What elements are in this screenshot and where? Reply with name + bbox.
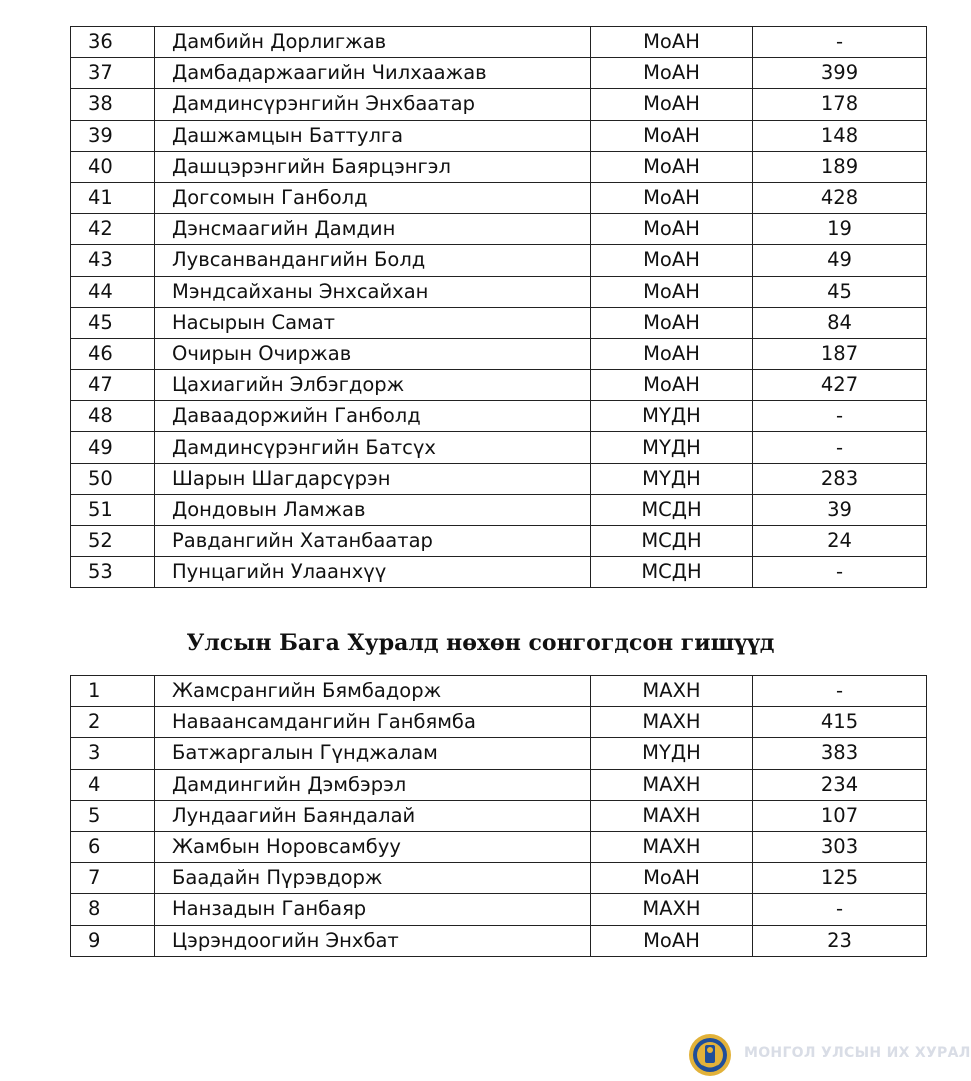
votes-cell: 427 [753,370,927,401]
party-cell: МСДН [591,526,753,557]
party-cell: МоАН [591,307,753,338]
row-number-cell: 50 [71,463,155,494]
party-cell: МСДН [591,494,753,525]
votes-cell: 234 [753,769,927,800]
table-row [71,245,927,276]
votes-cell: 84 [753,307,927,338]
table-row [71,276,927,307]
party-cell: МоАН [591,245,753,276]
member-name-cell: Лундаагийн Баяндалай [155,800,591,831]
row-number-cell: 8 [71,894,155,925]
row-number-cell: 52 [71,526,155,557]
members-table-body [71,27,927,588]
member-name-cell: Нанзадын Ганбаяр [155,894,591,925]
member-name-cell: Даваадоржийн Ганболд [155,401,591,432]
row-number-cell: 45 [71,307,155,338]
party-cell: МоАН [591,925,753,956]
votes-cell: 23 [753,925,927,956]
party-cell: МоАН [591,182,753,213]
table-row [71,338,927,369]
member-name-cell: Баадайн Пүрэвдорж [155,863,591,894]
table-row [71,738,927,769]
party-cell: МоАН [591,370,753,401]
member-name-cell: Цахиагийн Элбэгдорж [155,370,591,401]
row-number-cell: 53 [71,557,155,588]
table-row [71,925,927,956]
votes-cell: 24 [753,526,927,557]
party-cell: МҮДН [591,738,753,769]
row-number-cell: 4 [71,769,155,800]
table-row [71,89,927,120]
row-number-cell: 42 [71,214,155,245]
row-number-cell: 3 [71,738,155,769]
party-cell: МСДН [591,557,753,588]
party-cell: МоАН [591,89,753,120]
votes-cell: 39 [753,494,927,525]
member-name-cell: Пунцагийн Улаанхүү [155,557,591,588]
member-name-cell: Догсомын Ганболд [155,182,591,213]
table-row [71,894,927,925]
row-number-cell: 7 [71,863,155,894]
party-cell: МҮДН [591,432,753,463]
row-number-cell: 49 [71,432,155,463]
table-row [71,494,927,525]
row-number-cell: 41 [71,182,155,213]
member-name-cell: Насырын Самат [155,307,591,338]
member-name-cell: Цэрэндоогийн Энхбат [155,925,591,956]
row-number-cell: 36 [71,27,155,58]
votes-cell: - [753,432,927,463]
table-row [71,526,927,557]
row-number-cell: 1 [71,676,155,707]
by-election-table-body [71,676,927,957]
member-name-cell: Дашцэрэнгийн Баярцэнгэл [155,151,591,182]
party-cell: МАХН [591,707,753,738]
row-number-cell: 2 [71,707,155,738]
party-cell: МҮДН [591,401,753,432]
member-name-cell: Батжаргалын Гүнджалам [155,738,591,769]
votes-cell: 107 [753,800,927,831]
party-cell: МоАН [591,58,753,89]
row-number-cell: 9 [71,925,155,956]
row-number-cell: 51 [71,494,155,525]
votes-cell: - [753,894,927,925]
table-row [71,58,927,89]
table-row [71,401,927,432]
member-name-cell: Дамбийн Дорлигжав [155,27,591,58]
row-number-cell: 44 [71,276,155,307]
row-number-cell: 40 [71,151,155,182]
votes-cell: 19 [753,214,927,245]
row-number-cell: 43 [71,245,155,276]
member-name-cell: Дамдинсүрэнгийн Энхбаатар [155,89,591,120]
votes-cell: 283 [753,463,927,494]
party-cell: МоАН [591,27,753,58]
member-name-cell: Дамдингийн Дэмбэрэл [155,769,591,800]
table-row [71,863,927,894]
member-name-cell: Дамдинсүрэнгийн Батсүх [155,432,591,463]
votes-cell: 399 [753,58,927,89]
party-cell: МАХН [591,894,753,925]
table-row [71,800,927,831]
table-row [71,27,927,58]
member-name-cell: Мэндсайханы Энхсайхан [155,276,591,307]
row-number-cell: 48 [71,401,155,432]
party-cell: МоАН [591,863,753,894]
party-cell: МоАН [591,276,753,307]
votes-cell: 45 [753,276,927,307]
member-name-cell: Жамбын Норовсамбуу [155,831,591,862]
votes-cell: - [753,557,927,588]
votes-cell: 383 [753,738,927,769]
party-cell: МҮДН [591,463,753,494]
table-row [71,463,927,494]
member-name-cell: Очирын Очиржав [155,338,591,369]
section-heading: Улсын Бага Хуралд нөхөн сонгогдсон гишүүд [186,630,775,656]
table-row [71,432,927,463]
member-name-cell: Навaансамдангийн Ганбямба [155,707,591,738]
table-row [71,214,927,245]
party-cell: МАХН [591,676,753,707]
party-cell: МАХН [591,831,753,862]
table-row [71,307,927,338]
footer-organization-name: МОНГОЛ УЛСЫН ИХ ХУРАЛ [744,1045,971,1061]
party-cell: МоАН [591,120,753,151]
table-row [71,557,927,588]
row-number-cell: 37 [71,58,155,89]
table-row [71,831,927,862]
members-table-continued [70,26,927,588]
member-name-cell: Лувсанвандангийн Болд [155,245,591,276]
votes-cell: 189 [753,151,927,182]
votes-cell: - [753,27,927,58]
party-cell: МАХН [591,769,753,800]
table-row [71,370,927,401]
member-name-cell: Шарын Шагдарсүрэн [155,463,591,494]
member-name-cell: Дамбадаржаагийн Чилхаажав [155,58,591,89]
table-row [71,707,927,738]
party-cell: МАХН [591,800,753,831]
row-number-cell: 6 [71,831,155,862]
row-number-cell: 47 [71,370,155,401]
state-emblem-icon [688,1033,732,1077]
member-name-cell: Дашжамцын Баттулга [155,120,591,151]
party-cell: МоАН [591,151,753,182]
party-cell: МоАН [591,214,753,245]
party-cell: МоАН [591,338,753,369]
votes-cell: 178 [753,89,927,120]
votes-cell: - [753,676,927,707]
row-number-cell: 38 [71,89,155,120]
table-row [71,676,927,707]
member-name-cell: Дэнсмаагийн Дамдин [155,214,591,245]
votes-cell: 428 [753,182,927,213]
table-row [71,151,927,182]
member-name-cell: Жамсрангийн Бямбадорж [155,676,591,707]
votes-cell: 125 [753,863,927,894]
votes-cell: 148 [753,120,927,151]
row-number-cell: 39 [71,120,155,151]
row-number-cell: 5 [71,800,155,831]
votes-cell: - [753,401,927,432]
member-name-cell: Дондовын Ламжав [155,494,591,525]
votes-cell: 303 [753,831,927,862]
table-row [71,769,927,800]
by-election-members-table [70,675,927,957]
votes-cell: 49 [753,245,927,276]
row-number-cell: 46 [71,338,155,369]
votes-cell: 415 [753,707,927,738]
table-row [71,182,927,213]
member-name-cell: Равдангийн Хатанбаатар [155,526,591,557]
votes-cell: 187 [753,338,927,369]
table-row [71,120,927,151]
